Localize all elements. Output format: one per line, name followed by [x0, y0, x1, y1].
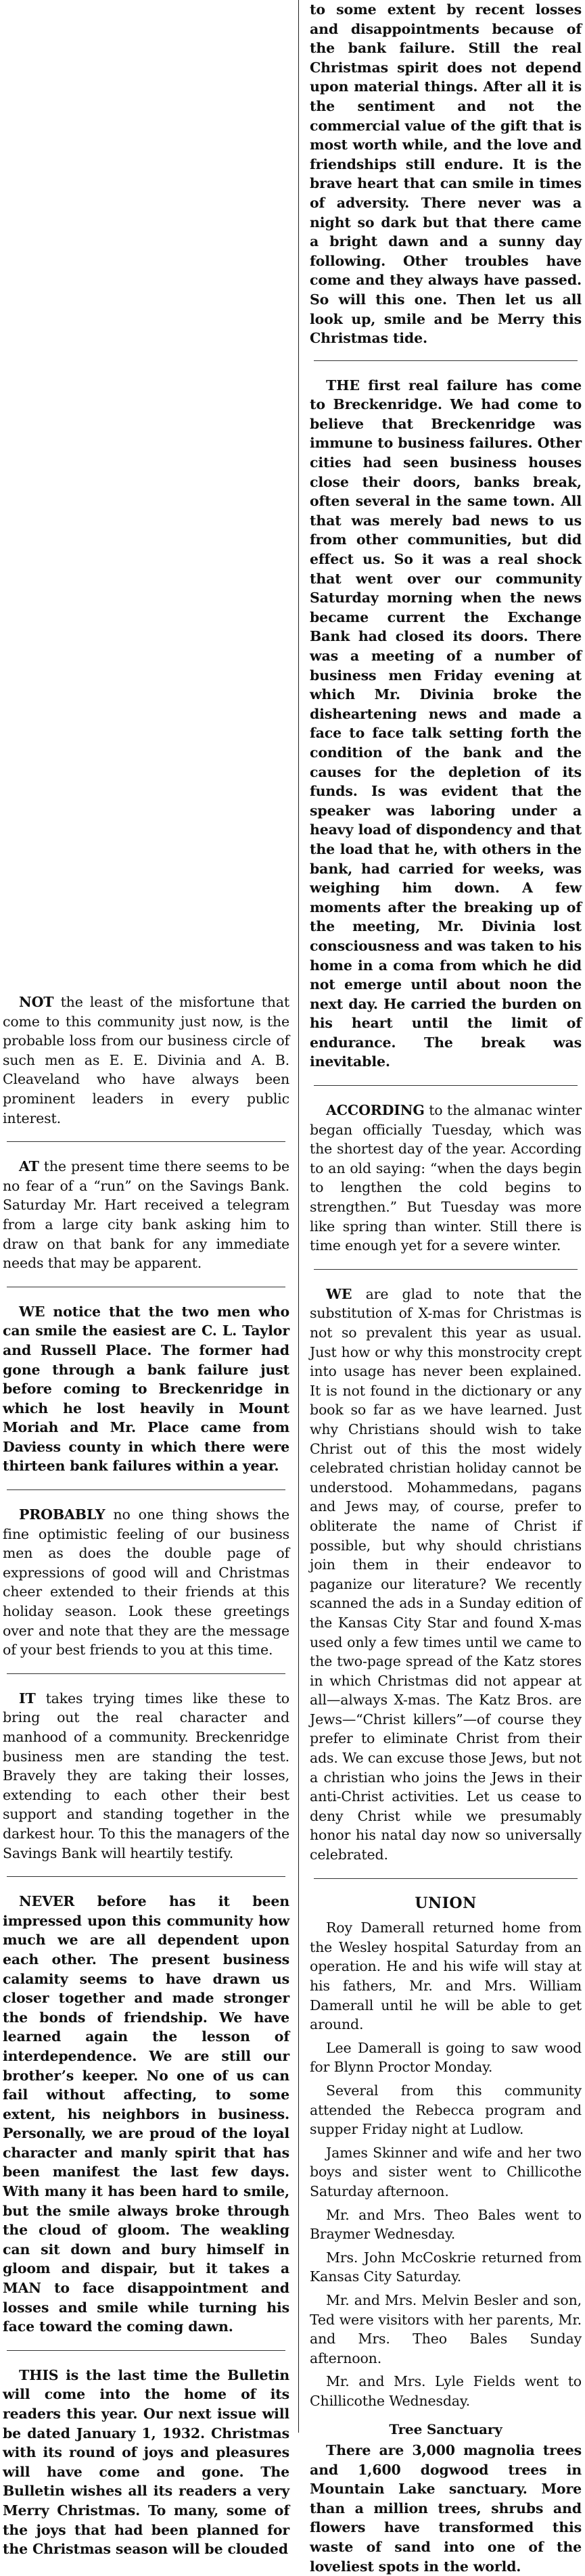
paragraph-lead: WE	[19, 1303, 45, 1320]
paragraph-text: is the last time the Bulletin will come into the home of its readers this year. Our next issue will be dated January 1, 1932. Christmas with its round of joys and pleasures will have come and gone. The Bulletin wishes all its readers a very Merry Christmas. To many, some of the joys that had been planned for the Christmas season will be clouded	[3, 2366, 289, 2558]
paragraph-lead: THE	[326, 377, 360, 393]
news-item: Mr. and Mrs. Melvin Besler and son, Ted were visitors with her parents, Mr. and Mrs. Theo Bales Sunday afternoon.	[310, 2291, 582, 2366]
left-column	[3, 993, 289, 2573]
union-news	[310, 1918, 582, 2410]
paragraph-text: first real failure has come to Breckenridge. We had come to believe that Breckenridge was immune to business failures. Other cities had seen business houses close their doors, banks break, often several in the same town. All that was merely bad news to us from other communities, but did effect us. So it was a real shock that went over our community Saturday morning when the news became current the Exchange Bank had closed its doors. There was a meeting of a number of business men Friday evening at which Mr. Divinia broke the disheartening news and made a face to face talk setting forth the condition of the bank and the causes for the depletion of its funds. Is was evident that the speaker was laboring under a heavy load of dispondency and that the load that he, with others in the bank, had carried for weeks, was weighing him down. A few moments after the breaking up of the meeting, Mr. Divinia lost consciousness and was taken to his home in a coma from which he did not emerge until about noon the next day. He carried the burden on his heart until the limit of endurance. The break was inevitable.	[310, 377, 582, 1070]
news-item: James Skinner and wife and her two boys and sister went to Chillicothe Saturday afternoon.	[310, 2144, 582, 2199]
editorial-paragraph	[3, 2366, 289, 2559]
news-item: Lee Damerall is going to saw wood for Blynn Proctor Monday.	[310, 2039, 582, 2076]
editorial-paragraph	[310, 1285, 582, 1865]
divider	[7, 1876, 285, 1877]
paragraph-lead: WE	[326, 1285, 352, 1302]
news-item: Roy Damerall returned home from the Wesley hospital Saturday from an operation. He and his wife will stay at his fathers, Mr. and Mrs. William Damerall until he will be able to get around.	[310, 1919, 582, 2033]
paragraph-text: to the almanac winter began officially Tuesday, which was the shortest day of the year. According to an old saying: “when the days begin to lengthen the cold begins to strengthen.” But Tuesday was more like spring than winter. Still there is time enough yet for a severe winter.	[310, 1102, 582, 1254]
news-item: Several from this community attended the Rebecca program and supper Friday night at Ludlow.	[310, 2082, 582, 2138]
news-item: Mr. and Mrs. Theo Bales went to Braymer Wednesday.	[310, 2206, 582, 2243]
paragraph-text: the present time there seems to be no fear of a “run” on the Savings Bank. Saturday Mr. Hart received a telegram from a large city bank asking him to draw on that bank for any immediate needs that may be apparent.	[3, 1158, 289, 1272]
union-heading: UNION	[415, 1894, 477, 1912]
editorial-continuation: to some extent by recent losses and disappointments because of the bank failure. Still the real Christmas spirit does not depend upon material things. After all it is the sentiment and not the commercial value of the gift that is most worth while, and the love and friendships still endure. It is the brave heart that can smile in times of adversity. There never was a night so dark but that there came a bright dawn and a sunny day following. Other troubles have come and they always have passed. So will this one. Then let us all look up, smile and be Merry this Christmas tide.	[310, 1, 582, 347]
sanctuary-text: There are 3,000 magnolia trees and 1,600 dogwood trees in Mountain Lake sanctuary. More than a million trees, shrubs and flowers have transformed this waste of sand into one of the loveliest spots in the world.	[310, 2442, 582, 2575]
column-divider	[298, 0, 299, 2433]
sanctuary-article	[310, 2441, 582, 2576]
paragraph-lead: PROBABLY	[19, 1506, 106, 1523]
paragraph-text: are glad to note that the substitution of X-mas for Christmas is not so prevalent this year as usual. Just how or why this monstrocity crept into usage has never been explained. It is not found in the dictionary or any book so far as we have learned. Just why Christians should wish to take Christ out of this the most widely celebrated christian holiday cannot be understood. Mohammedans, pagans and Jews may, of course, prefer to obliterate the name of Christ if possible, but why should christians join them in their endeavor to paganize our literature? We recently scanned the ads in a Sunday edition of the Kansas City Star and found X-mas used only a few times until we came to the two-page spread of the Katz stores in which Christmas did not appear at all—always X-mas. The Katz Bros. are Jews—“Christ killers”—of course they prefer to eliminate Christ from their ads. We can excuse those Jews, but not a christian who joins the Jews in their anti-Christ activities. Let us cease to deny Christ while we presumably honor his natal day now so universally celebrated.	[310, 1285, 582, 1863]
divider	[314, 360, 578, 361]
editorial-paragraph	[3, 1689, 289, 1863]
divider	[7, 2350, 285, 2351]
paragraph-lead: THIS	[19, 2366, 59, 2383]
paragraph-text: takes trying times like these to bring out the real character and manhood of a community. Breckenridge business men are standing the test. Bravely they are taking their losses, extending to each other their best support and standing together in the darkest hour. To this the managers of the Savings Bank will heartily testify.	[3, 1690, 289, 1861]
divider	[7, 1673, 285, 1674]
news-item: Mrs. John McCoskrie returned from Kansas City Saturday.	[310, 2249, 582, 2285]
news-item: Mr. and Mrs. Lyle Fields went to Chillicothe Wednesday.	[310, 2373, 582, 2409]
editorial-paragraph	[3, 1157, 289, 1273]
divider	[314, 1085, 578, 1086]
divider	[314, 1269, 578, 1270]
editorial-paragraph	[310, 376, 582, 1072]
editorial-paragraph	[3, 993, 289, 1128]
editorial-paragraph	[310, 1101, 582, 1256]
sanctuary-heading: Tree Sanctuary	[389, 2421, 502, 2438]
paragraph-lead: AT	[19, 1158, 39, 1175]
paragraph-lead: NEVER	[19, 1893, 75, 1910]
divider	[7, 1489, 285, 1490]
paragraph-lead: IT	[19, 1690, 36, 1707]
divider	[314, 1878, 578, 1879]
paragraph-text: the least of the misfortune that come to this community just now, is the probable loss from our business circle of such men as E. E. Divinia and A. B. Cleaveland who have always been prominent leaders in every public interest.	[3, 994, 289, 1126]
paragraph-text: no one thing shows the fine optimistic feeling of our business men as does the double page of expressions of good will and Christmas cheer extended to their friends at this holiday season. Look these greetings over and note that they are the message of your best friends to you at this time.	[3, 1506, 289, 1659]
right-column	[310, 0, 582, 2576]
editorial-paragraph	[3, 1505, 289, 1660]
paragraph-text: notice that the two men who can smile the easiest are C. L. Taylor and Russell Place. The former had gone through a bank failure just before coming to Breckenridge in which he lost heavily in Mount Moriah and Mr. Place came from Daviess county in which there were thirteen bank failures within a year.	[3, 1303, 289, 1475]
editorial-paragraph	[3, 1892, 289, 2337]
divider	[7, 1141, 285, 1142]
paragraph-lead: NOT	[19, 994, 54, 1010]
paragraph-lead: ACCORDING	[326, 1102, 425, 1119]
paragraph-text: before has it been impressed upon this community how much we are all dependent upon each other. The present business calamity seems to have drawn us closer together and made stronger the bonds of friendship. We have learned again the lesson of interdependence. We are still our brother’s keeper. No one of us can fail without affecting, to some extent, his neighbors in business. Personally, we are proud of the loyal character and manly spirit that has been manifest the last few days. With many it has been hard to smile, but the smile always broke through the cloud of gloom. The weakling can sit down and bury himself in gloom and dispair, but it takes a MAN to face disappointment and losses and smile while turning his face toward the coming dawn.	[3, 1893, 289, 2335]
editorial-paragraph	[3, 1302, 289, 1476]
